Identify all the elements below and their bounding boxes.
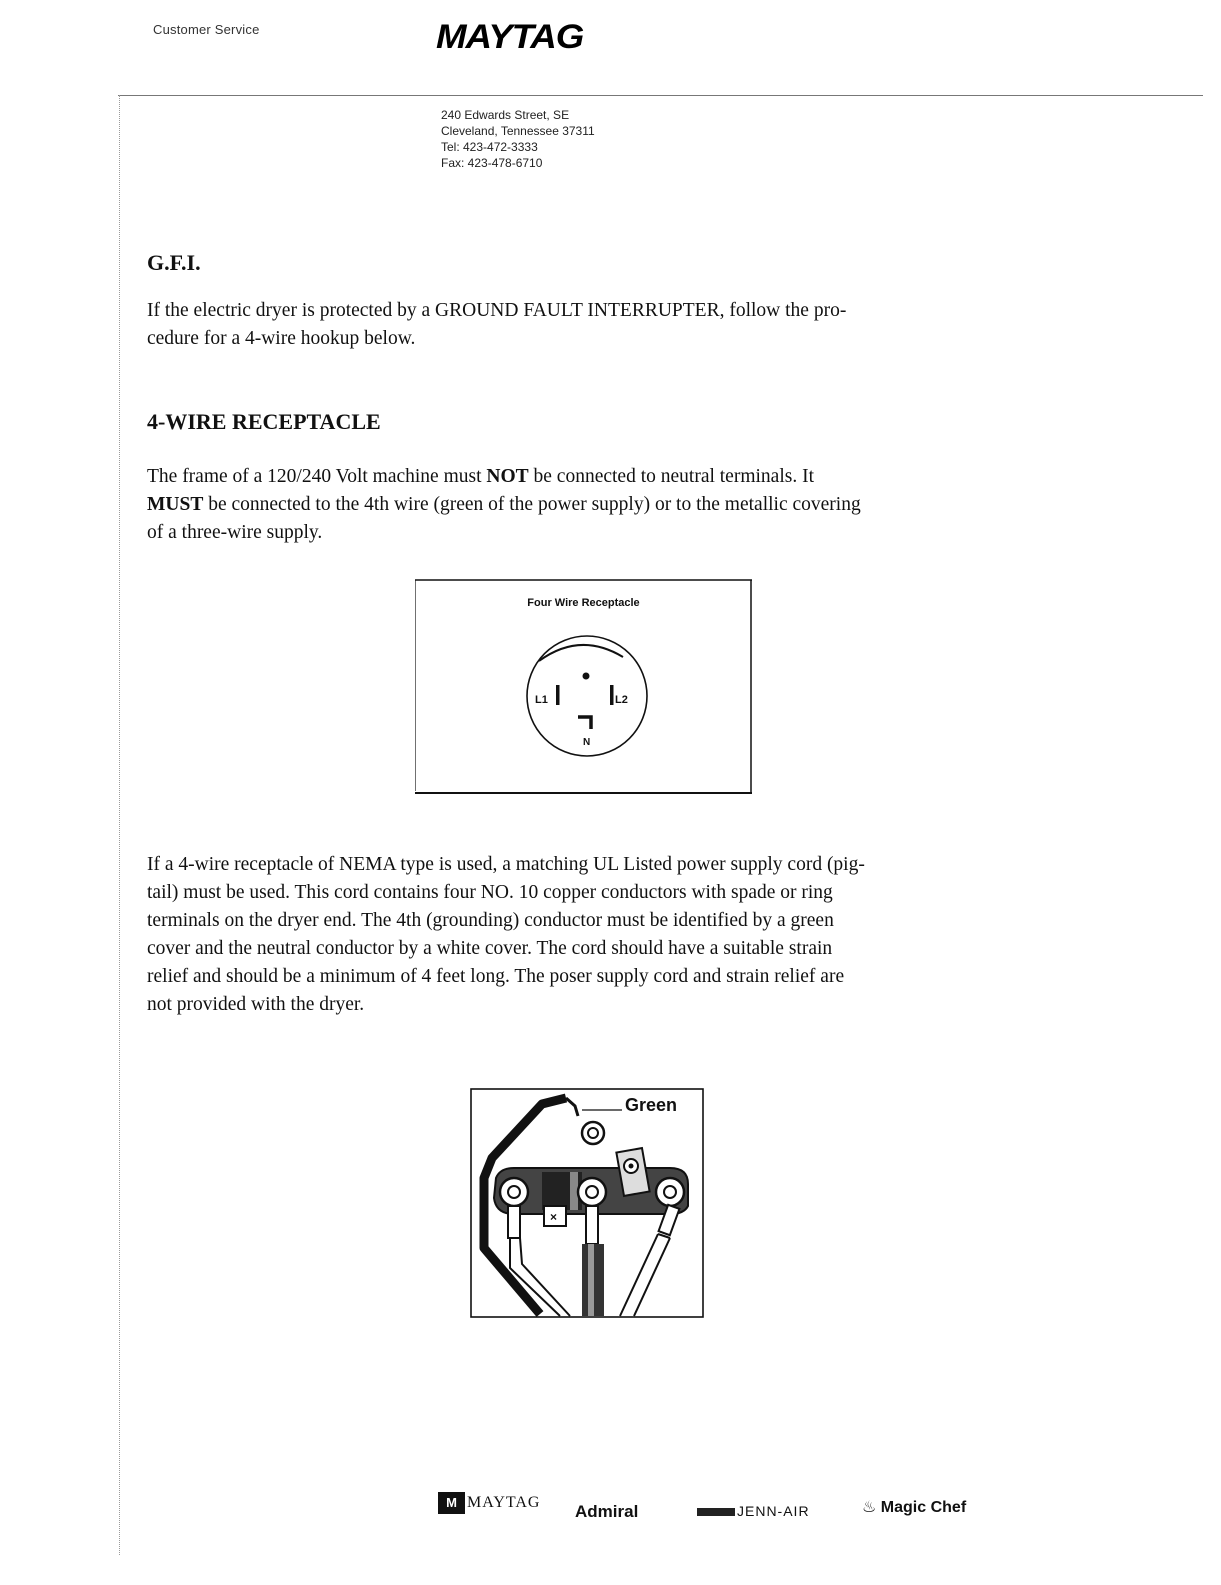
maytag-mark-icon: M bbox=[438, 1492, 465, 1514]
receptacle-line-2 bbox=[147, 491, 1047, 519]
terminal-block-figure bbox=[470, 1088, 704, 1318]
footer-brand-admiral: Admiral bbox=[575, 1502, 639, 1521]
four-wire-receptacle-figure bbox=[415, 579, 752, 794]
address-fax: Fax: 423-478-6710 bbox=[441, 156, 543, 170]
brand-name: Magic Chef bbox=[880, 1499, 967, 1516]
address-street: 240 Edwards Street, SE bbox=[441, 108, 570, 122]
gfi-line: If the electric dryer is protected by a GROUND FAULT INTERRUPTER, follow the pro- bbox=[147, 300, 847, 321]
nema-line: not provided with the dryer. bbox=[147, 994, 365, 1015]
nema-line: relief and should be a minimum of 4 feet long. The poser supply cord and strain relief are bbox=[147, 966, 845, 987]
nema-line: If a 4-wire receptacle of NEMA type is used, a matching UL Listed power supply cord (pig- bbox=[147, 854, 865, 875]
chef-hat-icon: ♨ bbox=[862, 1499, 877, 1516]
brand-name: JENN-AIR bbox=[737, 1503, 810, 1519]
figure-title: Four Wire Receptacle bbox=[527, 597, 640, 609]
label-n: N bbox=[583, 737, 591, 748]
nema-line: tail) must be used. This cord contains four NO. 10 copper conductors with spade or ring bbox=[147, 882, 833, 903]
receptacle-text: The frame of a 120/240 Volt machine must bbox=[147, 466, 487, 487]
label-l2: L2 bbox=[615, 694, 628, 706]
footer-brand-magic-chef bbox=[862, 1497, 966, 1531]
address-city: Cleveland, Tennessee 37311 bbox=[441, 124, 595, 138]
receptacle-paragraph bbox=[147, 463, 1047, 547]
receptacle-text: be connected to the 4th wire (green of the power supply) or to the metallic covering bbox=[203, 494, 861, 515]
maytag-logo: MAYTAG bbox=[436, 18, 584, 56]
department-label: Customer Service bbox=[153, 22, 260, 37]
header-divider bbox=[118, 95, 1203, 96]
emphasis-must: MUST bbox=[147, 494, 204, 515]
receptacle-heading: 4-WIRE RECEPTACLE bbox=[147, 409, 381, 434]
receptacle-line-1 bbox=[147, 463, 1047, 491]
nema-line: cover and the neutral conductor by a white cover. The cord should have a suitable strain bbox=[147, 938, 833, 959]
margin-line bbox=[119, 95, 120, 1555]
address-block bbox=[441, 107, 595, 171]
receptacle-diagram bbox=[415, 579, 752, 794]
jenn-air-mark-icon bbox=[697, 1508, 735, 1516]
gfi-heading: G.F.I. bbox=[147, 250, 201, 275]
receptacle-text: be connected to neutral terminals. It bbox=[528, 466, 814, 487]
footer-brand-maytag bbox=[438, 1492, 540, 1526]
label-l1: L1 bbox=[535, 694, 548, 706]
gfi-paragraph bbox=[147, 297, 1047, 353]
emphasis-not: NOT bbox=[486, 466, 529, 487]
terminal-block-diagram bbox=[470, 1088, 704, 1318]
nema-paragraph bbox=[147, 851, 1047, 1019]
receptacle-line-3: of a three-wire supply. bbox=[147, 522, 323, 543]
gfi-line: cedure for a 4-wire hookup below. bbox=[147, 328, 416, 349]
brand-name: MAYTAG bbox=[467, 1494, 541, 1511]
address-tel: Tel: 423-472-3333 bbox=[441, 140, 538, 154]
svg-text:×: × bbox=[550, 1210, 558, 1224]
footer-brand-jenn-air bbox=[697, 1503, 810, 1537]
nema-line: terminals on the dryer end. The 4th (grounding) conductor must be identified by a green bbox=[147, 910, 834, 931]
green-wire-label: Green bbox=[625, 1095, 678, 1115]
